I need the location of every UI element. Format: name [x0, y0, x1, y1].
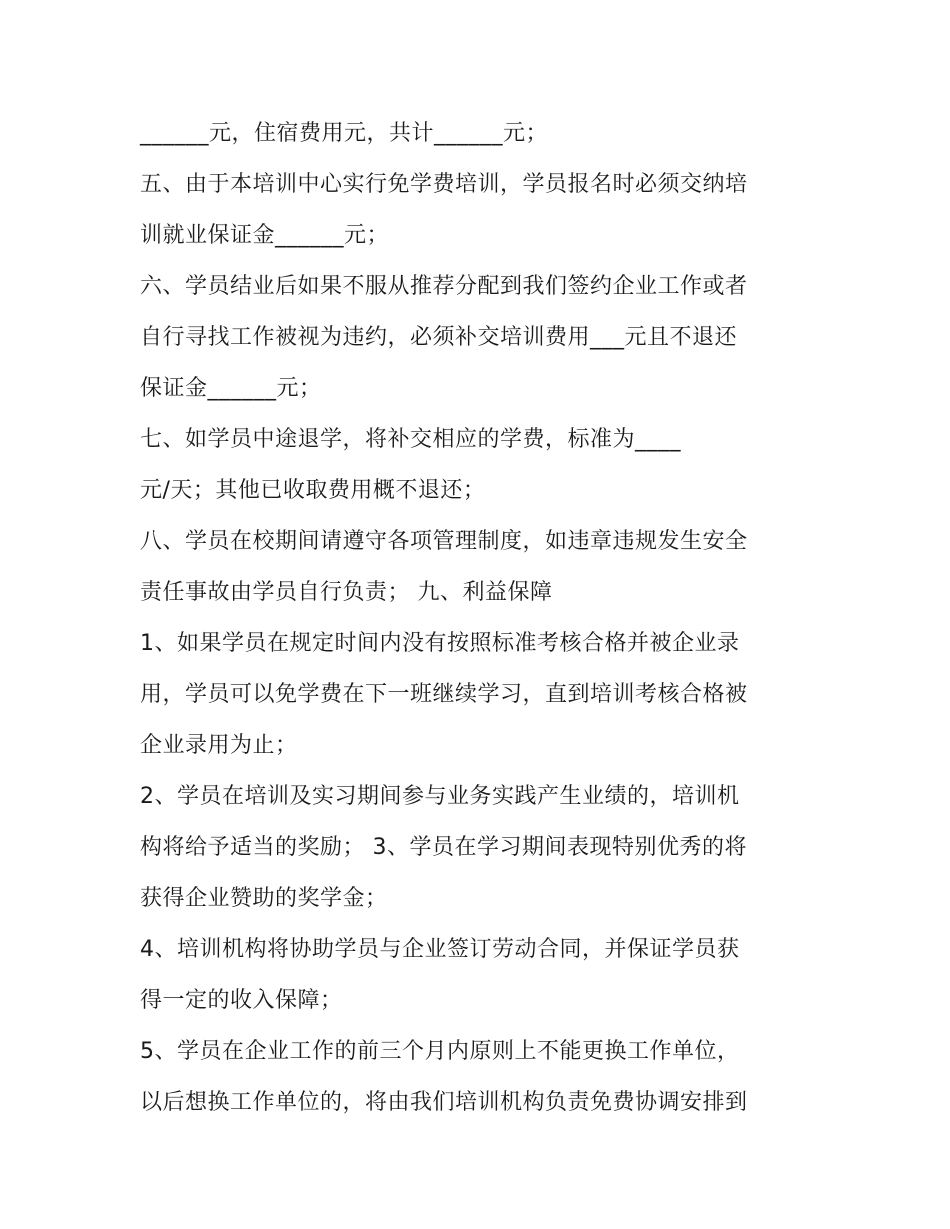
text-line: 责任事故由学员自行负责； 九、利益保障 [140, 580, 553, 605]
text-line: 保证金______元； [140, 376, 322, 401]
text-line: ______元，住宿费用元，共计______元； [140, 121, 549, 146]
text-line: 得一定的收入保障； [140, 988, 343, 1013]
text-line: 以后想换工作单位的，将由我们培训机构负责免费协调安排到 [140, 1090, 748, 1115]
text-line: 5、学员在企业工作的前三个月内原则上不能更换工作单位， [140, 1039, 740, 1064]
text-line: 获得企业赞助的奖学金； [140, 886, 388, 911]
text-line: 企业录用为止； [140, 733, 298, 758]
text-line: 自行寻找工作被视为违约，必须补交培训费用___元且不退还 [140, 325, 738, 350]
text-line: 七、如学员中途退学，将补交相应的学费，标准为____ [140, 427, 682, 452]
text-line: 2、学员在培训及实习期间参与业务实践产生业绩的，培训机 [140, 784, 740, 809]
text-line: 4、培训机构将协助学员与企业签订劳动合同，并保证学员获 [140, 937, 740, 962]
document-body [140, 108, 820, 1128]
text-line: 训就业保证金______元； [140, 223, 390, 248]
text-line: 八、学员在校期间请遵守各项管理制度，如违章违规发生安全 [140, 529, 748, 554]
text-line: 元/天；其他已收取费用概不退还； [140, 478, 486, 503]
text-line: 六、学员结业后如果不服从推荐分配到我们签约企业工作或者 [140, 274, 748, 299]
text-line: 用，学员可以免学费在下一班继续学习，直到培训考核合格被 [140, 682, 748, 707]
text-line: 1、如果学员在规定时间内没有按照标准考核合格并被企业录 [140, 631, 740, 656]
text-line: 构将给予适当的奖励； 3、学员在学习期间表现特别优秀的将 [140, 835, 747, 860]
text-line: 五、由于本培训中心实行免学费培训，学员报名时必须交纳培 [140, 172, 748, 197]
